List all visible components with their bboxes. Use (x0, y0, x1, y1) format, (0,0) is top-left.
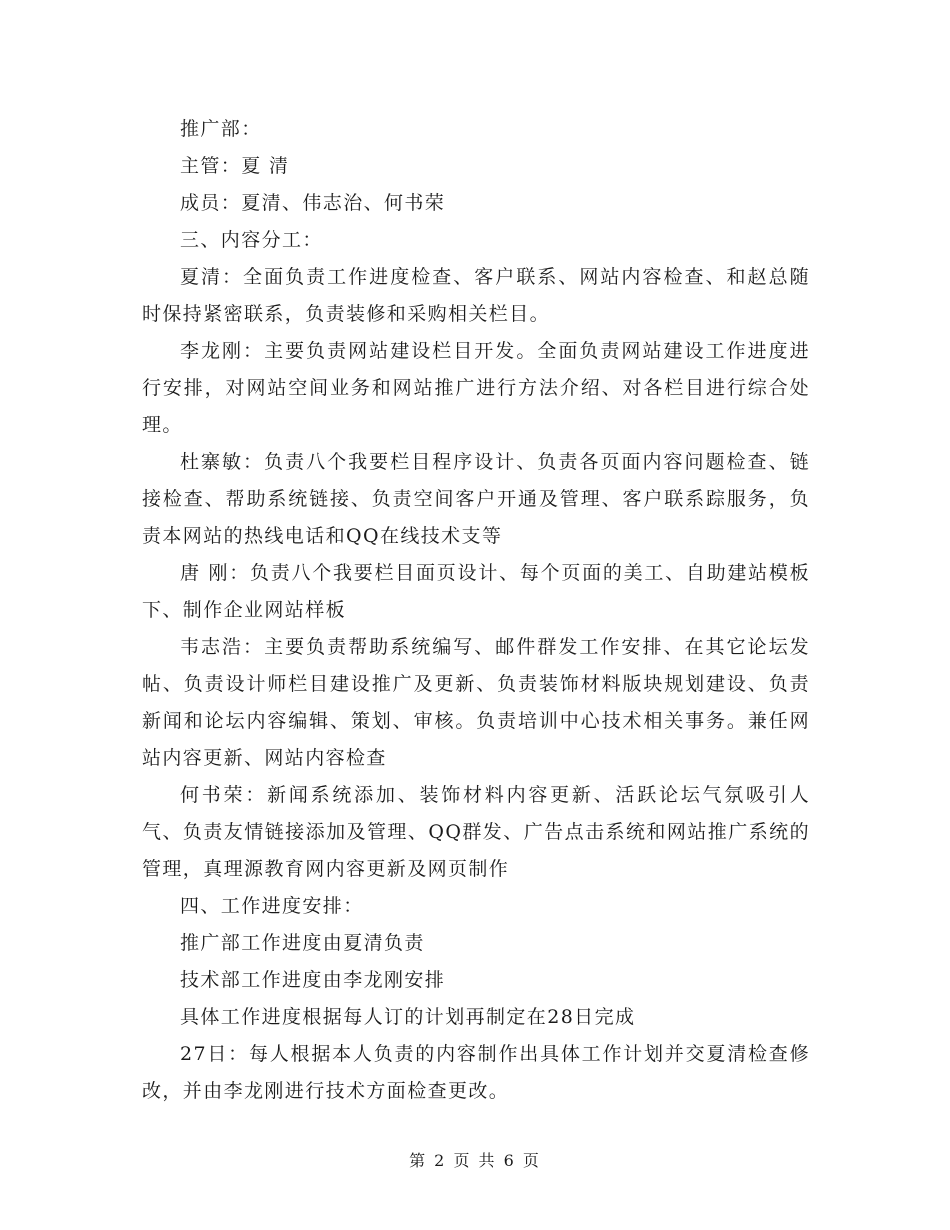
document-body (142, 111, 810, 1110)
page-number: 第 2 页 共 6 页 (409, 1151, 541, 1170)
paragraph: 韦志浩：主要负责帮助系统编写、邮件群发工作安排、在其它论坛发帖、负责设计师栏目建设推广及更新、负责装饰材料版块规划建设、负责新闻和论坛内容编辑、策划、审核。负责培训中心技术相关事务。兼任网站内容更新、网站内容检查 (142, 636, 810, 769)
paragraph: 成员：夏清、伟志治、何书荣 (180, 192, 446, 214)
paragraph: 具体工作进度根据每人订的计划再制定在28日完成 (180, 1006, 636, 1028)
paragraph: 27日：每人根据本人负责的内容制作出具体工作计划并交夏清检查修改，并由李龙刚进行技术方面检查更改。 (142, 1043, 810, 1102)
section-heading: 四、工作进度安排： (180, 895, 364, 917)
paragraph: 李龙刚：主要负责网站建设栏目开发。全面负责网站建设工作进度进行安排，对网站空间业务和网站推广进行方法介绍、对各栏目进行综合处理。 (142, 340, 810, 436)
paragraph: 唐 刚：负责八个我要栏目面页设计、每个页面的美工、自助建站模板下、制作企业网站样板 (142, 562, 810, 621)
paragraph: 何书荣：新闻系统添加、装饰材料内容更新、活跃论坛气氛吸引人气、负责友情链接添加及管理、QQ群发、广告点击系统和网站推广系统的管理，真理源教育网内容更新及网页制作 (142, 784, 810, 880)
paragraph: 夏清：全面负责工作进度检查、客户联系、网站内容检查、和赵总随时保持紧密联系，负责装修和采购相关栏目。 (142, 266, 810, 325)
paragraph: 技术部工作进度由李龙刚安排 (180, 969, 446, 991)
paragraph: 推广部： (180, 118, 262, 140)
paragraph: 主管：夏 清 (180, 155, 290, 177)
paragraph: 推广部工作进度由夏清负责 (180, 932, 425, 954)
section-heading: 三、内容分工： (180, 229, 323, 251)
paragraph: 杜寨敏：负责八个我要栏目程序设计、负责各页面内容问题检查、链接检查、帮助系统链接、负责空间客户开通及管理、客户联系踪服务，负责本网站的热线电话和QQ在线技术支等 (142, 451, 810, 547)
